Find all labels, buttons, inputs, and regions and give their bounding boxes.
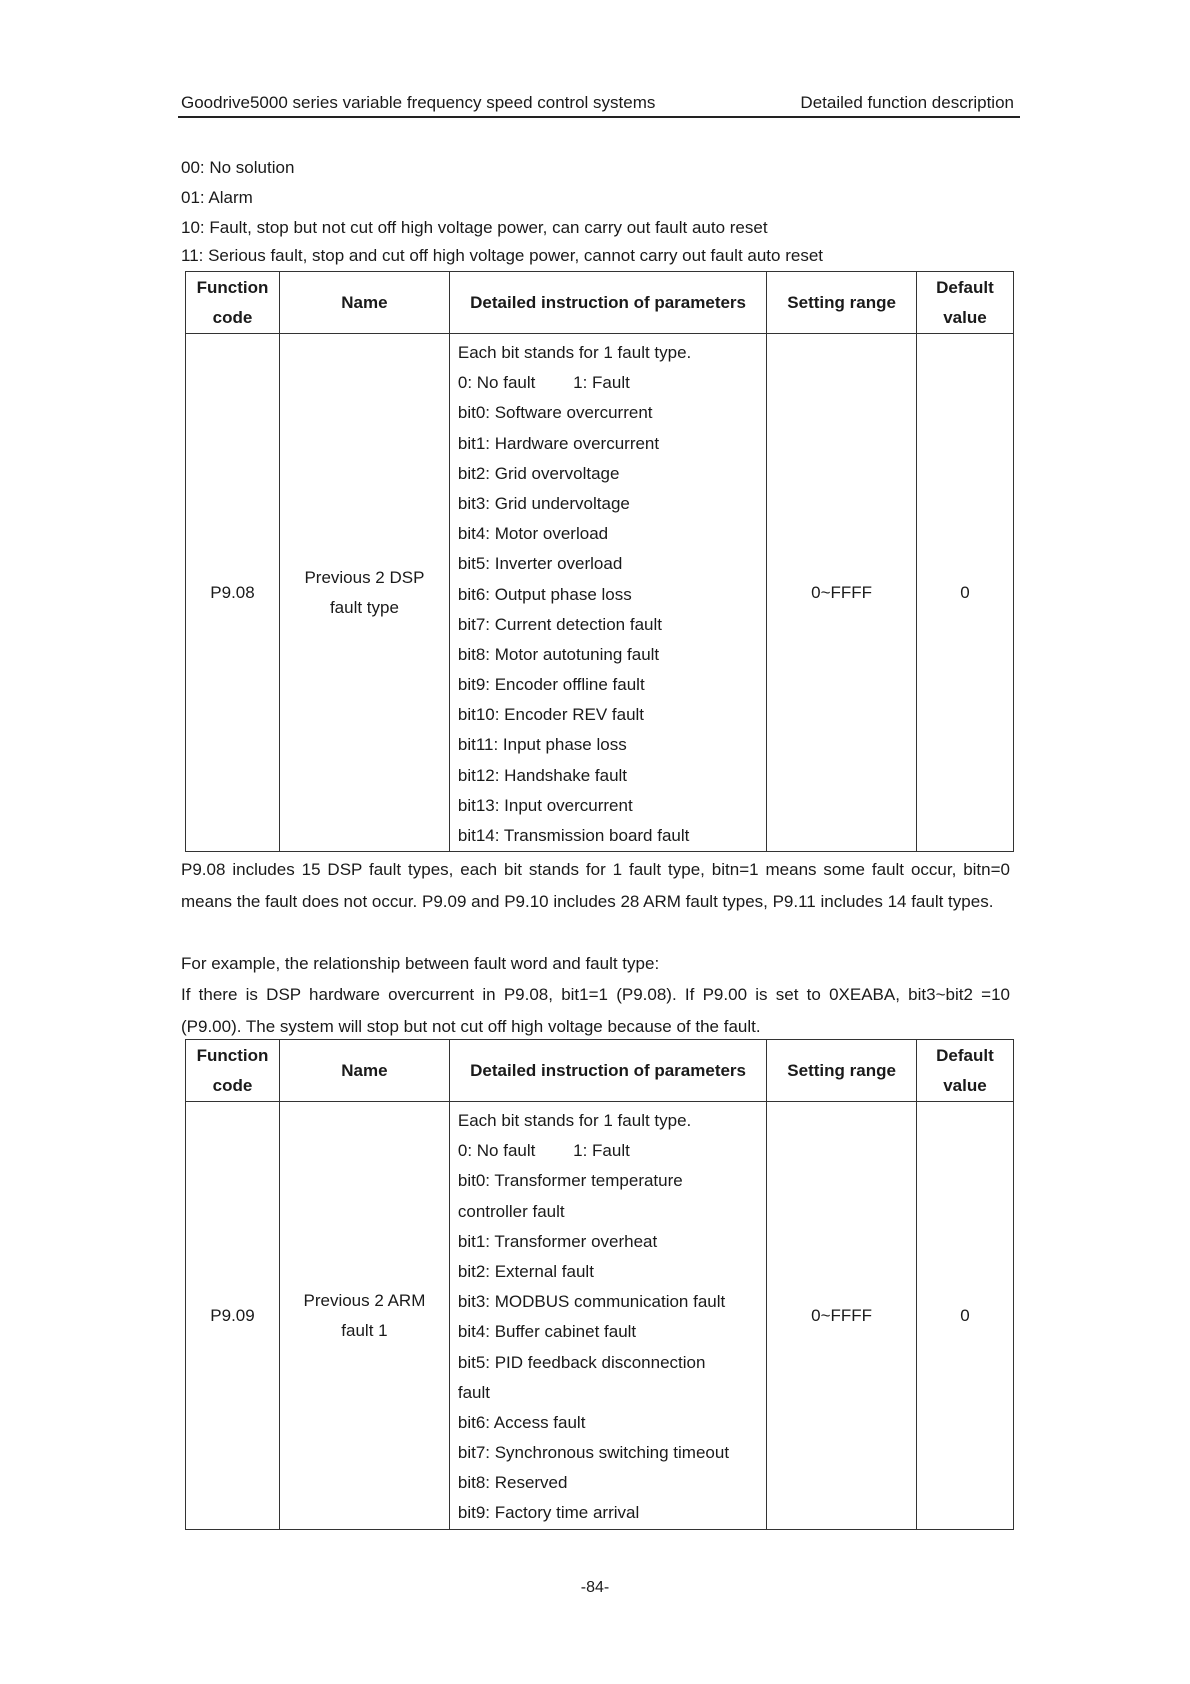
detail-line: bit11: Input phase loss xyxy=(457,735,627,755)
header-section: Detailed function description xyxy=(800,93,1014,112)
detail-line: bit3: MODBUS communication fault xyxy=(457,1292,726,1312)
detail-line: bit7: Synchronous switching timeout xyxy=(457,1443,730,1463)
table-header-row xyxy=(186,272,1014,334)
detail-line: bit2: Grid overvoltage xyxy=(457,463,620,483)
intro-line: 01: Alarm xyxy=(181,188,253,207)
function-code-cell: P9.09 xyxy=(186,1102,280,1530)
default-value-cell: 0 xyxy=(916,334,1013,852)
header-setting-range: Setting range xyxy=(767,272,917,334)
header-setting-range: Setting range xyxy=(767,1040,917,1102)
detail-cell xyxy=(449,334,766,852)
parameter-name-cell: Previous 2 ARM fault 1 xyxy=(280,1102,450,1530)
paragraph: For example, the relationship between fault word and fault type: xyxy=(181,954,660,973)
detail-line: bit14: Transmission board fault xyxy=(457,826,690,845)
detail-line: bit8: Reserved xyxy=(457,1473,568,1493)
intro-line: 10: Fault, stop but not cut off high voltage power, can carry out fault auto reset xyxy=(181,218,768,237)
function-table-p9-09 xyxy=(185,1039,1014,1530)
intro-line: 00: No solution xyxy=(181,158,295,177)
detail-line: controller fault xyxy=(457,1201,565,1221)
detail-line: bit4: Motor overload xyxy=(457,524,609,544)
function-code-cell: P9.08 xyxy=(186,334,280,852)
detail-line: bit0: Software overcurrent xyxy=(457,403,653,423)
detail-line: 0: No fault 1: Fault xyxy=(457,373,630,393)
header-title: Goodrive5000 series variable frequency speed control systems xyxy=(181,93,656,112)
detail-line: Each bit stands for 1 fault type. xyxy=(457,1111,692,1130)
table-header-row xyxy=(186,1040,1014,1102)
setting-range-cell: 0~FFFF xyxy=(767,1102,917,1530)
detail-line: bit3: Grid undervoltage xyxy=(457,493,630,513)
detail-line: Each bit stands for 1 fault type. xyxy=(457,343,692,362)
page-header xyxy=(178,92,1020,118)
paragraph: P9.08 includes 15 DSP fault types, each bit stands for 1 fault type, bitn=1 means some fault occur, bitn=0 means the fault does not occur. P9.09 and P9.10 includes 28 ARM fault types, P9.11 includes 14 fault types. xyxy=(181,860,1010,911)
header-name: Name xyxy=(280,272,450,334)
detail-line: bit1: Transformer overheat xyxy=(457,1231,658,1251)
table-row xyxy=(186,334,1014,852)
detail-line: bit9: Factory time arrival xyxy=(457,1503,640,1523)
detail-line: bit9: Encoder offline fault xyxy=(457,675,645,695)
paragraph: If there is DSP hardware overcurrent in P9.08, bit1=1 (P9.08). If P9.00 is set to 0XEABA, bit3~bit2 =10 (P9.00). The system will stop but not cut off high voltage because of the fault. xyxy=(181,985,1010,1036)
detail-line: fault xyxy=(457,1382,490,1402)
detail-line: bit6: Access fault xyxy=(457,1412,586,1432)
detail-line: bit7: Current detection fault xyxy=(457,614,662,634)
detail-line: bit0: Transformer temperature xyxy=(457,1171,683,1191)
detail-line: bit8: Motor autotuning fault xyxy=(457,644,660,664)
detail-line: bit2: External fault xyxy=(457,1261,594,1281)
header-detail: Detailed instruction of parameters xyxy=(449,1040,766,1102)
table-row xyxy=(186,1102,1014,1530)
page-number: -84- xyxy=(580,1579,610,1596)
header-default-value: Default value xyxy=(916,272,1013,334)
detail-line: bit13: Input overcurrent xyxy=(457,795,633,815)
parameter-name-cell: Previous 2 DSP fault type xyxy=(280,334,450,852)
header-detail: Detailed instruction of parameters xyxy=(449,272,766,334)
header-function-code: Function code xyxy=(186,272,280,334)
detail-line: bit4: Buffer cabinet fault xyxy=(457,1322,637,1342)
default-value-cell: 0 xyxy=(916,1102,1013,1530)
intro-line: 11: Serious fault, stop and cut off high voltage power, cannot carry out fault auto reset xyxy=(181,246,823,265)
header-default-value: Default value xyxy=(916,1040,1013,1102)
header-name: Name xyxy=(280,1040,450,1102)
detail-cell xyxy=(449,1102,766,1530)
function-table-p9-08 xyxy=(185,271,1014,852)
detail-line: 0: No fault 1: Fault xyxy=(457,1141,630,1161)
detail-line: bit12: Handshake fault xyxy=(457,765,628,785)
detail-line: bit10: Encoder REV fault xyxy=(457,705,645,725)
setting-range-cell: 0~FFFF xyxy=(767,334,917,852)
detail-line: bit5: Inverter overload xyxy=(457,554,623,574)
header-function-code: Function code xyxy=(186,1040,280,1102)
detail-line: bit1: Hardware overcurrent xyxy=(457,433,660,453)
detail-line: bit6: Output phase loss xyxy=(457,584,632,604)
detail-line: bit5: PID feedback disconnection xyxy=(457,1352,706,1372)
